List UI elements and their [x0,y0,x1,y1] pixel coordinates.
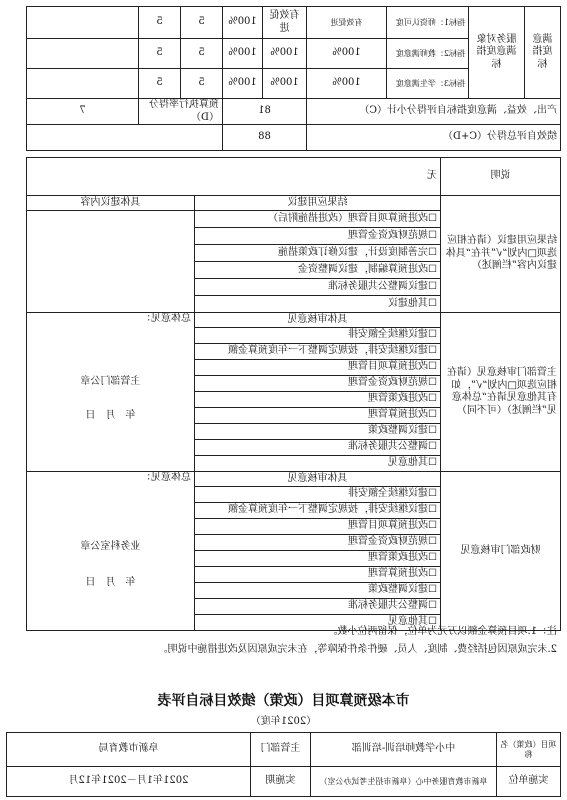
dept-review-item[interactable]: ☐改进预算管理 [195,408,441,424]
dept-review-item[interactable]: ☐规范财政资金管理 [195,376,441,392]
finance-review-item[interactable]: ☐改进政策管理 [195,551,441,567]
suggestion-item[interactable]: ☐其他建议 [195,296,441,313]
suggestion-item[interactable]: ☐改进预算编制，建议调整资金 [195,262,441,279]
total-score: 88 [223,125,307,151]
indicator-blank [27,69,139,99]
finance-review-item[interactable]: ☐规范财政资金管理 [195,535,441,551]
indicator-weight: 100% [223,7,263,39]
unit-value: 阜新市教育服务中心（阜新市招生考试办公室） [311,767,497,797]
indicator-blank [27,39,139,69]
indicator-name: 指标3：学生满意度 [387,69,469,99]
dept-date: 年 月 日 [85,410,136,421]
total-blank [27,125,223,151]
dept-review-item[interactable]: ☐改进政策管理 [195,392,441,408]
indicator-category-2: 服务对象满意度指标 [469,7,525,99]
subtotal-score: 81 [223,99,307,125]
note-1: 注：1.项目预算金额以万元为单位，保留两位小数。 [327,626,557,637]
budget-rate-score: 7 [27,99,139,125]
dept-review-item[interactable]: ☐建议继续安排，按规定调整下一年度预算金额 [195,344,441,360]
indicator-target: 100% [307,69,387,99]
explanation-value: 无 [27,158,441,196]
project-name-label: 项目（政策）名称 [497,733,561,767]
indicator-score: 5 [181,69,223,99]
subtotal-label: 产出、效益、满意度指标自评得分小计（C） [307,99,561,125]
finance-seal-label: 业务科室公章 [80,540,141,552]
dept-review-item[interactable]: ☐建议调整政策 [195,424,441,440]
dept-review-item[interactable]: ☐改进预算项目管理 [195,360,441,376]
indicator-target: 有效促进 [307,7,387,39]
project-name-value: 中小学教师培训-培训部 [311,733,497,767]
dept-review-head: 具体审核意见 [195,313,441,328]
suggestion-item[interactable]: ☐规范财政资金管理 [195,228,441,245]
indicator-got: 5 [139,7,181,39]
dept-review-item[interactable]: ☐调整公共服务标准 [195,440,441,456]
dept-review-item[interactable]: ☐其他意见 [195,456,441,472]
budget-rate-label: 预算执行率得分（D） [139,99,223,125]
indicator-weight: 100% [223,39,263,69]
dept-label: 主管部门 [251,733,311,767]
total-label: 绩效自评总得分（C+D） [307,125,561,151]
finance-review-item[interactable]: ☐改进预算管理 [195,567,441,583]
explanation-label: 说明 [441,158,561,196]
indicator-name: 指标2：教师满意度 [387,39,469,69]
indicator-name: 指标1：师资认可度 [387,7,469,39]
suggestion-label: 结果应用建议（请在相应选项□内划“√”并在“具体建议内容”栏阐述） [441,196,561,313]
indicator-blank [27,7,139,39]
project-info-table [6,732,561,797]
finance-total-label: 总体意见： [141,472,191,483]
suggestion-item[interactable]: ☐改进预算项目管理（改进措施附后） [195,211,441,228]
dept-review-item[interactable]: ☐建议继续全额安排 [195,328,441,344]
period-label: 实施期 [251,767,311,797]
suggestion-content [27,211,195,313]
finance-review-head: 具体审核意见 [195,472,441,487]
dept-review-label: 主管部门审核意见（请在相应选项□内划“√”，如有其他意见请在“总体意见”栏阐述）（可不同） [441,313,561,472]
suggestion-item[interactable]: ☐完善制度设计，建议修订政策措施 [195,245,441,262]
finance-review-item[interactable]: ☐其他意见 [195,615,441,631]
suggestion-item[interactable]: ☐建议调整公共服务标准 [195,279,441,296]
dept-value: 阜新市教育局 [7,733,251,767]
indicator-got: 5 [139,39,181,69]
suggestion-head-right: 具体建议内容 [27,196,195,211]
dept-review-summary [27,313,195,472]
finance-date: 年 月 日 [85,577,136,588]
indicator-score: 5 [181,7,223,39]
note-2: 2.未完成原因包括经费、制度、人员、硬件条件保障等，在未完成原因及改进措施中说明。 [157,644,557,655]
indicator-got: 5 [139,69,181,99]
indicator-actual: 100% [263,69,307,99]
unit-label: 实施单位 [497,767,561,797]
dept-total-label: 总体意见： [141,313,191,324]
dept-seal-label: 主管部门公章 [80,375,141,387]
period-value: 2021年1月－2021年12月 [7,767,251,797]
indicator-actual: 100% [263,39,307,69]
finance-review-item[interactable]: ☐建议调整政策 [195,583,441,599]
indicator-weight: 100% [223,69,263,99]
finance-review-item[interactable]: ☐改进预算项目管理 [195,519,441,535]
finance-review-item[interactable]: ☐建议继续全额安排 [195,487,441,503]
finance-review-item[interactable]: ☐调整公共服务标准 [195,599,441,615]
finance-review-item[interactable]: ☐建议继续安排，按规定调整下一年度预算金额 [195,503,441,519]
page-title: 市本级预算项目（政策）绩效目标自评表 [157,693,410,709]
indicator-score: 5 [181,39,223,69]
page-year: （2021年度） [250,716,317,727]
finance-review-summary [27,472,195,631]
indicator-actual: 有效促进 [263,7,307,39]
suggestion-head-left: 结果应用建议 [195,196,441,211]
indicator-category-1: 满意度指标 [525,7,561,99]
indicator-table [26,6,561,151]
indicator-target: 100% [307,39,387,69]
finance-review-label: 财政部门审核意见 [441,472,561,631]
review-table [26,157,561,631]
